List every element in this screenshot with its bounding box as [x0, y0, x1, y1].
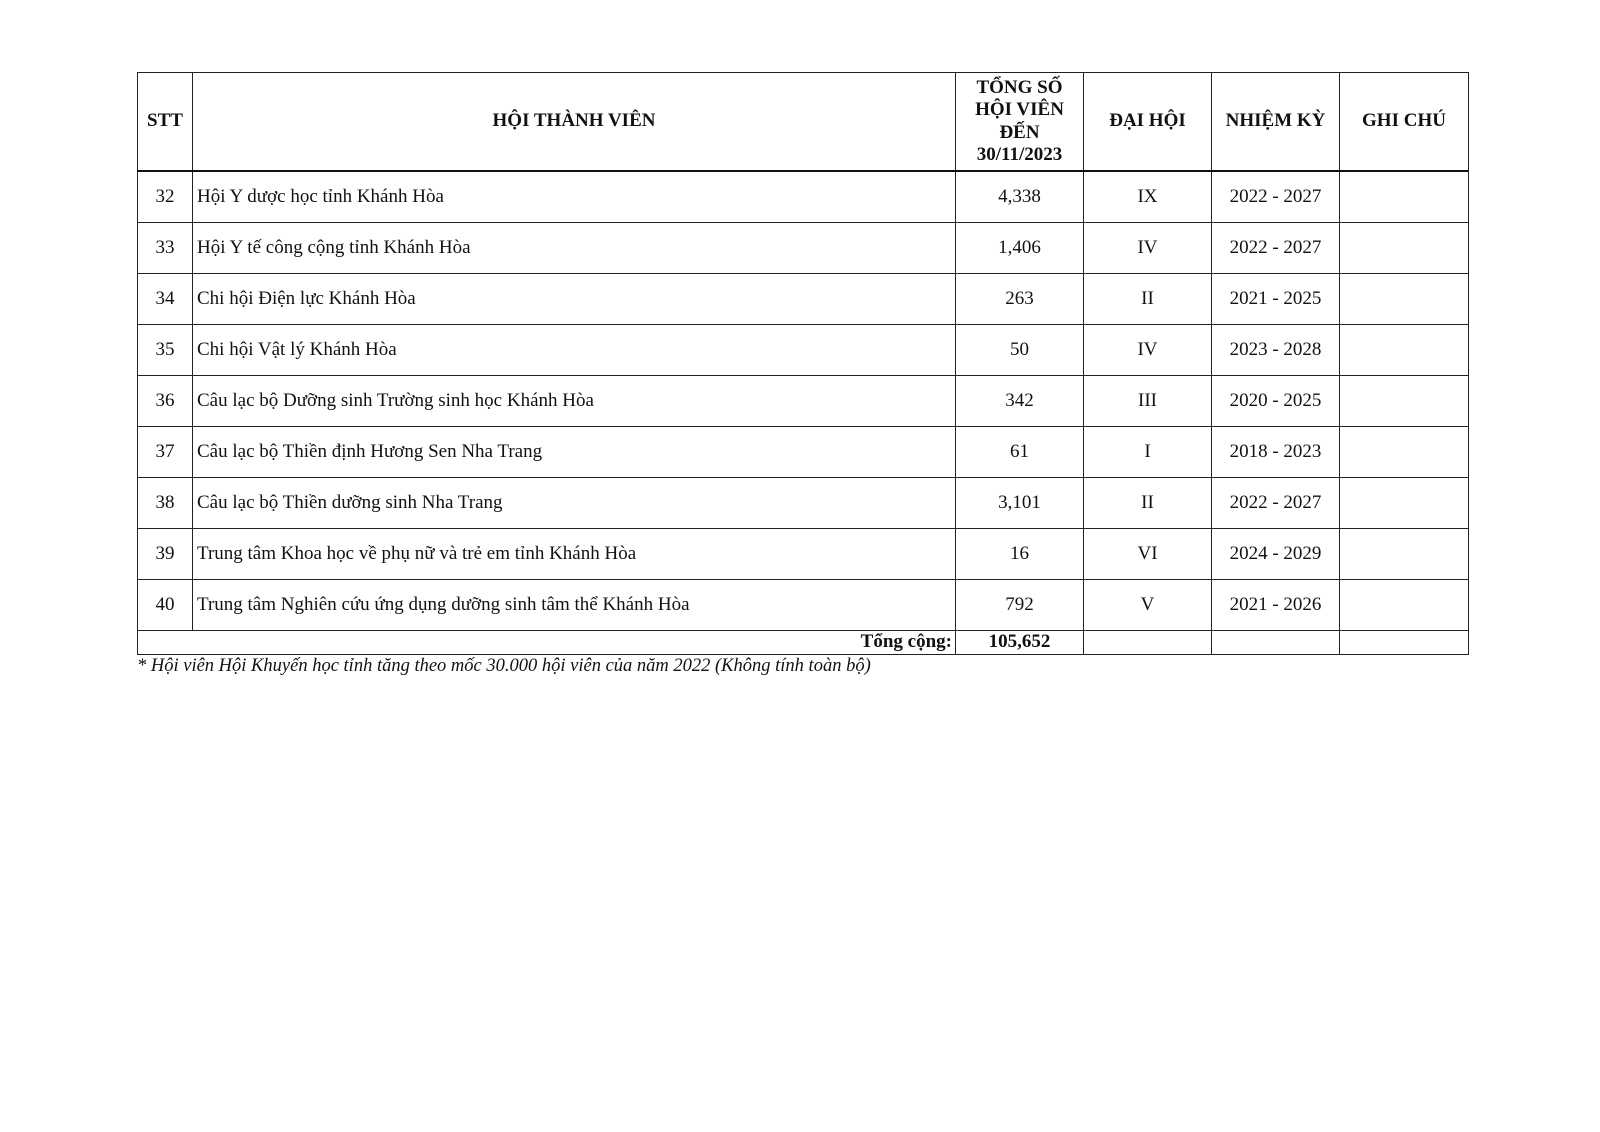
- cell-total-members: 342: [956, 376, 1084, 427]
- cell-stt: 36: [138, 376, 193, 427]
- member-associations-table: [137, 72, 1469, 655]
- cell-term: 2022 - 2027: [1212, 478, 1340, 529]
- cell-member-name: Câu lạc bộ Thiền dưỡng sinh Nha Trang: [193, 478, 956, 529]
- cell-total-members: 61: [956, 427, 1084, 478]
- cell-congress: II: [1084, 274, 1212, 325]
- cell-notes: [1340, 171, 1469, 223]
- cell-total-members: 4,338: [956, 171, 1084, 223]
- cell-member-name: Trung tâm Khoa học về phụ nữ và trẻ em tỉnh Khánh Hòa: [193, 529, 956, 580]
- header-total-line: TỔNG SỐ: [976, 76, 1063, 98]
- header-member-association: HỘI THÀNH VIÊN: [193, 73, 956, 172]
- cell-congress: VI: [1084, 529, 1212, 580]
- cell-member-name: Chi hội Điện lực Khánh Hòa: [193, 274, 956, 325]
- cell-congress: IV: [1084, 223, 1212, 274]
- footnote: * Hội viên Hội Khuyến học tỉnh tăng theo mốc 30.000 hội viên của năm 2022 (Không tính toàn bộ): [137, 655, 871, 676]
- table-row: [138, 427, 1469, 478]
- cell-member-name: Câu lạc bộ Thiền định Hương Sen Nha Trang: [193, 427, 956, 478]
- total-value: 105,652: [956, 631, 1084, 655]
- total-empty-cell: [1212, 631, 1340, 655]
- table-row: [138, 376, 1469, 427]
- cell-congress: III: [1084, 376, 1212, 427]
- cell-stt: 40: [138, 580, 193, 631]
- total-row: [138, 631, 1469, 655]
- total-label: Tổng cộng:: [138, 631, 956, 655]
- table-header-row: [138, 73, 1469, 172]
- table-row: [138, 223, 1469, 274]
- cell-total-members: 3,101: [956, 478, 1084, 529]
- header-term: NHIỆM KỲ: [1212, 73, 1340, 172]
- cell-notes: [1340, 376, 1469, 427]
- header-notes: GHI CHÚ: [1340, 73, 1469, 172]
- cell-notes: [1340, 478, 1469, 529]
- cell-term: 2021 - 2026: [1212, 580, 1340, 631]
- cell-term: 2022 - 2027: [1212, 171, 1340, 223]
- header-total-line: 30/11/2023: [976, 143, 1063, 165]
- cell-stt: 34: [138, 274, 193, 325]
- header-stt: STT: [138, 73, 193, 172]
- cell-notes: [1340, 580, 1469, 631]
- total-empty-cell: [1084, 631, 1212, 655]
- cell-total-members: 1,406: [956, 223, 1084, 274]
- cell-member-name: Hội Y tế công cộng tỉnh Khánh Hòa: [193, 223, 956, 274]
- cell-congress: V: [1084, 580, 1212, 631]
- header-total-line: ĐẾN: [999, 121, 1040, 143]
- table-row: [138, 325, 1469, 376]
- cell-stt: 35: [138, 325, 193, 376]
- cell-stt: 39: [138, 529, 193, 580]
- cell-total-members: 50: [956, 325, 1084, 376]
- cell-notes: [1340, 529, 1469, 580]
- cell-member-name: Câu lạc bộ Dưỡng sinh Trường sinh học Khánh Hòa: [193, 376, 956, 427]
- total-empty-cell: [1340, 631, 1469, 655]
- cell-notes: [1340, 427, 1469, 478]
- document-sheet: [137, 72, 1468, 677]
- cell-total-members: 263: [956, 274, 1084, 325]
- cell-term: 2022 - 2027: [1212, 223, 1340, 274]
- cell-stt: 32: [138, 171, 193, 223]
- cell-notes: [1340, 274, 1469, 325]
- cell-term: 2020 - 2025: [1212, 376, 1340, 427]
- table-row: [138, 171, 1469, 223]
- cell-stt: 37: [138, 427, 193, 478]
- cell-stt: 33: [138, 223, 193, 274]
- cell-congress: I: [1084, 427, 1212, 478]
- table-body: [138, 171, 1469, 654]
- cell-term: 2023 - 2028: [1212, 325, 1340, 376]
- cell-total-members: 16: [956, 529, 1084, 580]
- cell-congress: IX: [1084, 171, 1212, 223]
- cell-term: 2021 - 2025: [1212, 274, 1340, 325]
- cell-congress: IV: [1084, 325, 1212, 376]
- table-row: [138, 580, 1469, 631]
- cell-member-name: Trung tâm Nghiên cứu ứng dụng dưỡng sinh tâm thể Khánh Hòa: [193, 580, 956, 631]
- cell-stt: 38: [138, 478, 193, 529]
- cell-notes: [1340, 223, 1469, 274]
- cell-congress: II: [1084, 478, 1212, 529]
- table-row: [138, 529, 1469, 580]
- header-total-members: [956, 73, 1084, 172]
- cell-notes: [1340, 325, 1469, 376]
- cell-term: 2024 - 2029: [1212, 529, 1340, 580]
- header-congress: ĐẠI HỘI: [1084, 73, 1212, 172]
- cell-member-name: Chi hội Vật lý Khánh Hòa: [193, 325, 956, 376]
- table-row: [138, 274, 1469, 325]
- header-total-line: HỘI VIÊN: [975, 99, 1064, 121]
- cell-member-name: Hội Y dược học tỉnh Khánh Hòa: [193, 171, 956, 223]
- cell-total-members: 792: [956, 580, 1084, 631]
- cell-term: 2018 - 2023: [1212, 427, 1340, 478]
- table-row: [138, 478, 1469, 529]
